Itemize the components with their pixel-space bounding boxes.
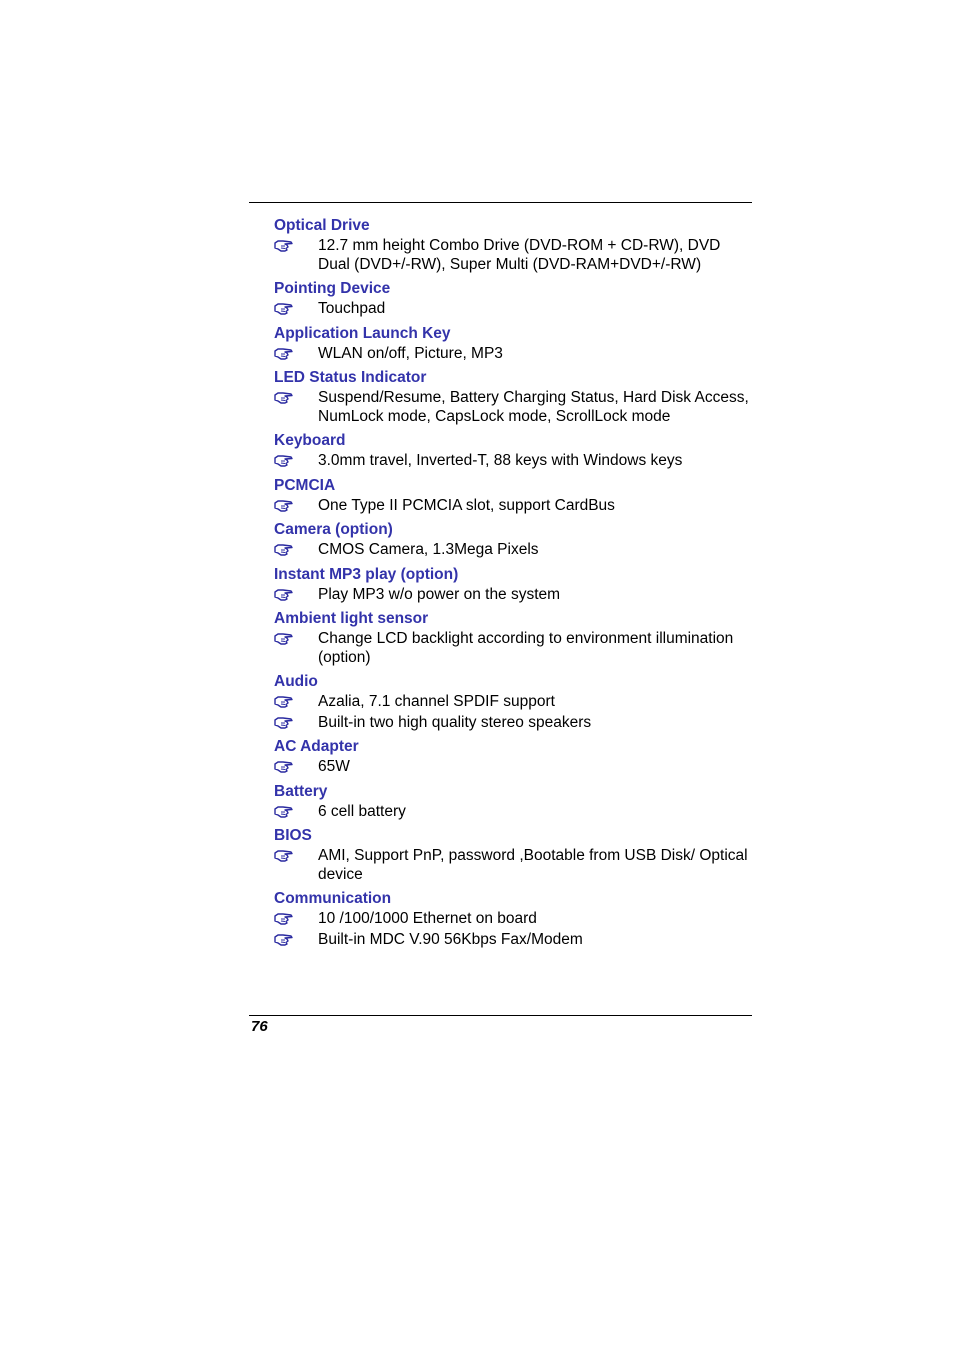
- spec-section: [274, 366, 754, 426]
- pointing-hand-icon: [274, 694, 294, 710]
- section-heading: Instant MP3 play (option): [274, 565, 459, 583]
- spec-section: [274, 824, 754, 884]
- list-item: [274, 803, 754, 822]
- list-item: [274, 345, 754, 364]
- spec-section: [274, 563, 754, 605]
- spec-section: [274, 518, 754, 560]
- list-item-text: 10 /100/1000 Ethernet on board: [318, 910, 537, 927]
- list-item: [274, 586, 754, 605]
- page-number: 76: [251, 1018, 268, 1035]
- list-item-text: One Type II PCMCIA slot, support CardBus: [318, 496, 615, 514]
- pointing-hand-icon: [274, 542, 294, 558]
- section-heading: Battery: [274, 782, 328, 800]
- section-heading: Ambient light sensor: [274, 610, 429, 627]
- pointing-hand-icon: [274, 631, 294, 647]
- section-heading: Application Launch Key: [274, 324, 451, 342]
- spec-section: [274, 429, 754, 471]
- list-item-text: Change LCD backlight according to environment illumination (option): [318, 630, 734, 666]
- pointing-hand-icon: [274, 932, 294, 948]
- bottom-rule: [249, 1015, 752, 1016]
- section-heading: Pointing Device: [274, 280, 391, 297]
- list-item: [274, 847, 754, 884]
- spec-section: [274, 214, 754, 274]
- list-item: [274, 541, 754, 560]
- pointing-hand-icon: [274, 346, 294, 362]
- pointing-hand-icon: [274, 453, 294, 469]
- pointing-hand-icon: [274, 715, 294, 731]
- spec-section: [274, 670, 754, 732]
- list-item: [274, 237, 754, 274]
- pointing-hand-icon: [274, 587, 294, 603]
- list-item-text: AMI, Support PnP, password ,Bootable from USB Disk/ Optical device: [318, 847, 748, 883]
- list-item: [274, 452, 754, 471]
- spec-section: [274, 474, 754, 516]
- section-heading: PCMCIA: [274, 476, 336, 494]
- spec-list: [274, 214, 754, 952]
- list-item-text: Built-in two high quality stereo speakers: [318, 713, 592, 731]
- pointing-hand-icon: [274, 804, 294, 820]
- pointing-hand-icon: [274, 848, 294, 864]
- pointing-hand-icon: [274, 301, 294, 317]
- list-item-text: Play MP3 w/o power on the system: [318, 585, 561, 603]
- list-item-text: 65W: [318, 758, 350, 775]
- list-item-text: Built-in MDC V.90 56Kbps Fax/Modem: [318, 930, 583, 948]
- list-item: [274, 758, 754, 777]
- spec-section: [274, 735, 754, 777]
- pointing-hand-icon: [274, 498, 294, 514]
- list-item: [274, 931, 754, 950]
- pointing-hand-icon: [274, 390, 294, 406]
- section-heading: AC Adapter: [274, 738, 359, 755]
- list-item: [274, 300, 754, 319]
- list-item: [274, 714, 754, 733]
- section-heading: LED Status Indicator: [274, 369, 427, 386]
- section-heading: Keyboard: [274, 432, 346, 449]
- section-heading: Communication: [274, 890, 392, 907]
- list-item-text: 6 cell battery: [318, 802, 406, 820]
- list-item: [274, 630, 754, 667]
- list-item: [274, 910, 754, 929]
- list-item-text: WLAN on/off, Picture, MP3: [318, 344, 503, 362]
- list-item: [274, 389, 754, 426]
- list-item-text: Azalia, 7.1 channel SPDIF support: [318, 693, 555, 710]
- list-item: [274, 497, 754, 516]
- section-heading: Optical Drive: [274, 217, 370, 234]
- section-heading: BIOS: [274, 827, 312, 844]
- list-item-text: 3.0mm travel, Inverted-T, 88 keys with Windows keys: [318, 452, 683, 469]
- spec-section: [274, 277, 754, 319]
- spec-section: [274, 780, 754, 822]
- list-item-text: Touchpad: [318, 300, 386, 317]
- section-heading: Camera (option): [274, 521, 393, 538]
- pointing-hand-icon: [274, 759, 294, 775]
- pointing-hand-icon: [274, 238, 294, 254]
- list-item-text: CMOS Camera, 1.3Mega Pixels: [318, 541, 539, 558]
- list-item-text: 12.7 mm height Combo Drive (DVD-ROM + CD-RW), DVD Dual (DVD+/-RW), Super Multi (DVD-RAM+DVD+/-RW): [318, 237, 721, 273]
- spec-section: [274, 887, 754, 949]
- spec-section: [274, 322, 754, 364]
- top-rule: [249, 202, 752, 203]
- list-item: [274, 693, 754, 712]
- pointing-hand-icon: [274, 911, 294, 927]
- list-item-text: Suspend/Resume, Battery Charging Status, Hard Disk Access, NumLock mode, CapsLock mode, ScrollLock mode: [318, 389, 749, 425]
- section-heading: Audio: [274, 673, 318, 690]
- spec-section: [274, 607, 754, 667]
